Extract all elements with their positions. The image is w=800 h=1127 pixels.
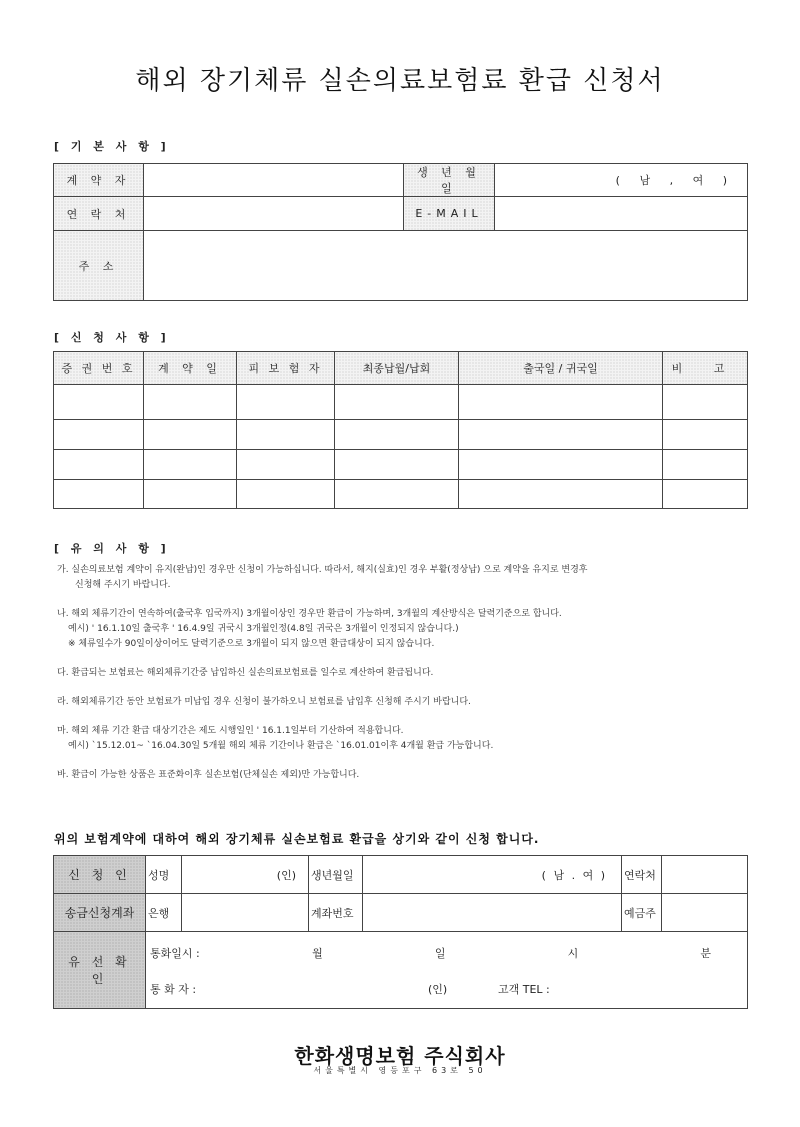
phone-confirm-field[interactable] — [146, 932, 748, 1009]
contact-field[interactable] — [144, 197, 404, 231]
email-field[interactable] — [495, 197, 748, 231]
birth-gender-field[interactable] — [363, 856, 622, 894]
request-table — [53, 855, 748, 1009]
account-label: 송금신청계좌 — [54, 894, 146, 932]
account-no-field[interactable] — [363, 894, 622, 932]
note-item: 가. 실손의료보험 계약이 유지(완납)인 경우만 신청이 가능하십니다. 따라서, 해지(실효)인 경우 부활(정상납) 으로 계약을 유지로 변경후 신청해 주시기 바랍니다. — [57, 565, 588, 590]
email-label: E-MAIL — [404, 197, 495, 231]
note-item: 다. 환급되는 보험료는 해외체류기간중 납입하신 실손의료보험료를 일수로 계산하여 환급됩니다. — [57, 668, 434, 678]
call-datetime-label: 통화일시 : — [150, 947, 200, 960]
notes-section-heading: [ 유 의 사 항 ] — [54, 542, 170, 555]
col-departure-return: 출국일 / 귀국일 — [459, 352, 663, 385]
caller-seal: (인) — [428, 983, 448, 996]
apply-table — [53, 351, 748, 509]
company-address: 서울특별시 영등포구 63로 50 — [313, 1066, 487, 1075]
contact-label: 연 락 처 — [54, 197, 144, 231]
note-item: 바. 환급이 가능한 상품은 표준화이후 실손보험(단체실손 제외)만 가능합니다. — [57, 770, 360, 780]
col-insured: 피 보 험 자 — [237, 352, 335, 385]
note-item: 나. 해외 체류기간이 연속하여(출국후 입국까지) 3개월이상인 경우만 환급이 가능하며, 3개월의 계산방식은 달력기준으로 합니다. 예시) ' 16.1.10일 출국후 ' 16.4.9일 귀국시 3개월인정(4.8일 귀국은 3개월이 인정되지 않습니다.) ※ 체류일수가 90일이상이어도 달력기준으로 3개월이 되지 않으면 환급대상이 되지 않습니다. — [57, 609, 562, 649]
apply-section-heading: [ 신 청 사 항 ] — [54, 331, 170, 344]
month-label: 월 — [312, 947, 323, 960]
birth-label: 생 년 월 일 — [404, 164, 495, 197]
name-label: 성명 — [146, 856, 182, 894]
basic-info-table — [53, 163, 748, 301]
contact-label: 연락처 — [622, 856, 662, 894]
day-label: 일 — [434, 947, 446, 960]
declaration-text: 위의 보험계약에 대하여 해외 장기체류 실손보험료 환급을 상기와 같이 신청 합니다. — [54, 832, 540, 846]
customer-tel-label: 고객 TEL : — [498, 983, 550, 996]
note-item: 라. 해외체류기간 동안 보험료가 미납입 경우 신청이 불가하오니 보험료를 납입후 신청해 주시기 바랍니다. — [57, 697, 471, 707]
gender-select[interactable]: ( 남 . 여 ) — [541, 868, 607, 882]
basic-section-heading: [ 기 본 사 항 ] — [54, 140, 170, 153]
caller-label: 통 화 자 : — [150, 983, 197, 996]
contractor-label: 계 약 자 — [54, 164, 144, 197]
bank-label: 은행 — [146, 894, 182, 932]
contractor-field[interactable] — [144, 164, 404, 197]
col-remarks: 비 고 — [663, 352, 748, 385]
address-field[interactable] — [144, 231, 748, 301]
col-policy-no: 증 권 번 호 — [54, 352, 144, 385]
account-no-label: 계좌번호 — [309, 894, 363, 932]
contact-field[interactable] — [662, 856, 748, 894]
table-row — [54, 420, 748, 450]
applicant-label: 신 청 인 — [54, 856, 146, 894]
table-row — [54, 385, 748, 420]
minute-label: 분 — [700, 947, 711, 960]
col-last-payment: 최종납월/납회 — [335, 352, 459, 385]
table-row — [54, 450, 748, 480]
phone-confirm-label: 유 선 확 인 — [54, 932, 146, 1009]
holder-label: 예금주 — [622, 894, 662, 932]
name-field[interactable] — [182, 856, 309, 894]
hour-label: 시 — [567, 947, 579, 960]
note-item: 마. 해외 체류 기간 환급 대상기간은 제도 시행일인 ' 16.1.1일부터 기산하여 적용합니다. 예시) `15.12.01~ `16.04.30일 5개월 해외 체류 기간이나 환급은 `16.01.01이후 4개월 환급 가능합니다. — [57, 726, 494, 751]
gender-select[interactable]: ( 남 , 여 ) — [495, 164, 748, 197]
page-title: 해외 장기체류 실손의료보험료 환급 신청서 — [135, 66, 665, 96]
address-label: 주 소 — [54, 231, 144, 301]
seal-mark: (인) — [276, 868, 296, 882]
bank-field[interactable] — [182, 894, 309, 932]
notes-list — [57, 563, 757, 797]
table-row — [54, 480, 748, 509]
holder-field[interactable] — [662, 894, 748, 932]
birth-label: 생년월일 — [309, 856, 363, 894]
col-contract-date: 계 약 일 — [144, 352, 237, 385]
company-name: 한화생명보험 주식회사 — [294, 1044, 506, 1068]
